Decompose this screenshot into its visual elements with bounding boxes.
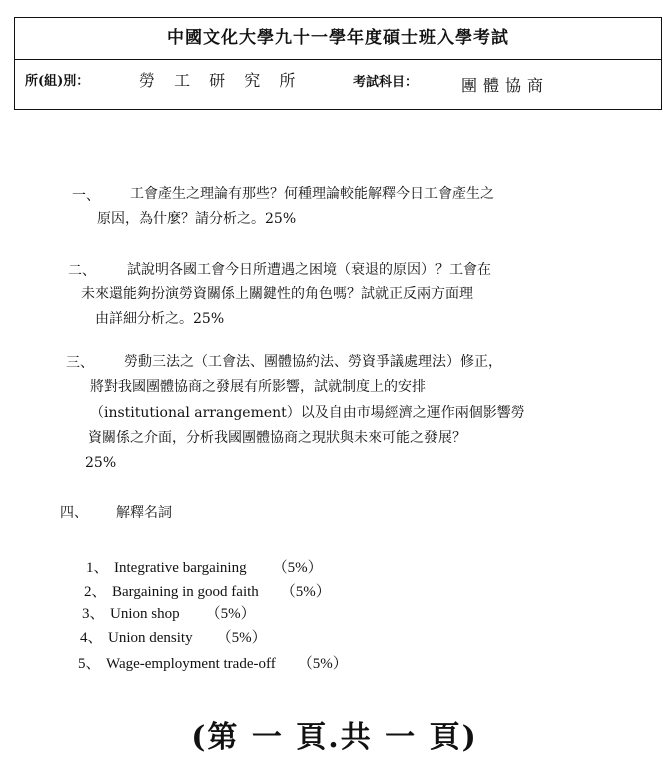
subject-label: 考試科目： — [353, 75, 419, 90]
question-3-line-2: 將對我國團體協商之發展有所影響，試就制度上的安排 — [90, 379, 426, 395]
question-1-line-1: 工會產生之理論有那些？何種理論較能解釋今日工會產生之 — [130, 186, 494, 202]
term-item-3 — [82, 602, 256, 623]
question-4-title: 解釋名詞 — [116, 505, 172, 521]
question-1-line-2: 原因，為什麼？請分析之。25% — [97, 211, 297, 227]
question-2-line-2: 未來還能夠扮演勞資關係上關鍵性的角色嗎？試就正反兩方面理 — [81, 286, 473, 302]
exam-header — [14, 17, 662, 110]
exam-title: 中國文化大學九十一學年度碩士班入學考試 — [15, 18, 661, 60]
term-percent: （5%） — [205, 606, 256, 622]
term-text: Wage-employment trade-off — [106, 656, 276, 672]
term-number: 2、 — [84, 584, 107, 600]
term-item-5 — [78, 652, 348, 673]
term-percent: （5%） — [272, 560, 323, 576]
question-1-number: 一、 — [72, 188, 100, 204]
dept-value: 勞 工 研 究 所 — [139, 71, 303, 90]
question-3-line-5: 25% — [85, 455, 117, 471]
term-percent: （5%） — [280, 584, 331, 600]
dept-label: 所(組)別： — [25, 74, 90, 89]
question-2-line-1: 試說明各國工會今日所遭遇之困境（衰退的原因）？工會在 — [127, 262, 491, 278]
page-number-footer: (第 一 頁.共 一 頁) — [191, 720, 478, 755]
question-4-number: 四、 — [60, 505, 88, 521]
term-text: Union shop — [110, 606, 180, 622]
term-percent: （5%） — [216, 630, 267, 646]
term-number: 4、 — [80, 630, 103, 646]
term-text: Integrative bargaining — [114, 560, 247, 576]
term-item-1 — [86, 556, 323, 577]
term-number: 5、 — [78, 656, 101, 672]
term-text: Union density — [108, 630, 193, 646]
question-2-line-3: 由詳細分析之。25% — [95, 311, 225, 327]
term-number: 3、 — [82, 606, 105, 622]
term-text: Bargaining in good faith — [112, 584, 259, 600]
question-3-line-3: （institutional arrangement）以及自由市場經濟之運作兩個影響勞 — [90, 405, 525, 421]
term-item-2 — [84, 580, 331, 601]
question-3-number: 三、 — [66, 355, 94, 371]
term-number: 1、 — [86, 560, 109, 576]
question-3-line-1: 勞動三法之（工會法、團體協約法、勞資爭議處理法）修正， — [124, 354, 502, 370]
question-2-number: 二、 — [68, 263, 96, 279]
question-3-line-4: 資關係之介面，分析我國團體協商之現狀與未來可能之發展？ — [88, 430, 466, 446]
subject-value: 團體協商 — [461, 76, 550, 95]
term-percent: （5%） — [297, 656, 348, 672]
term-item-4 — [80, 626, 267, 647]
